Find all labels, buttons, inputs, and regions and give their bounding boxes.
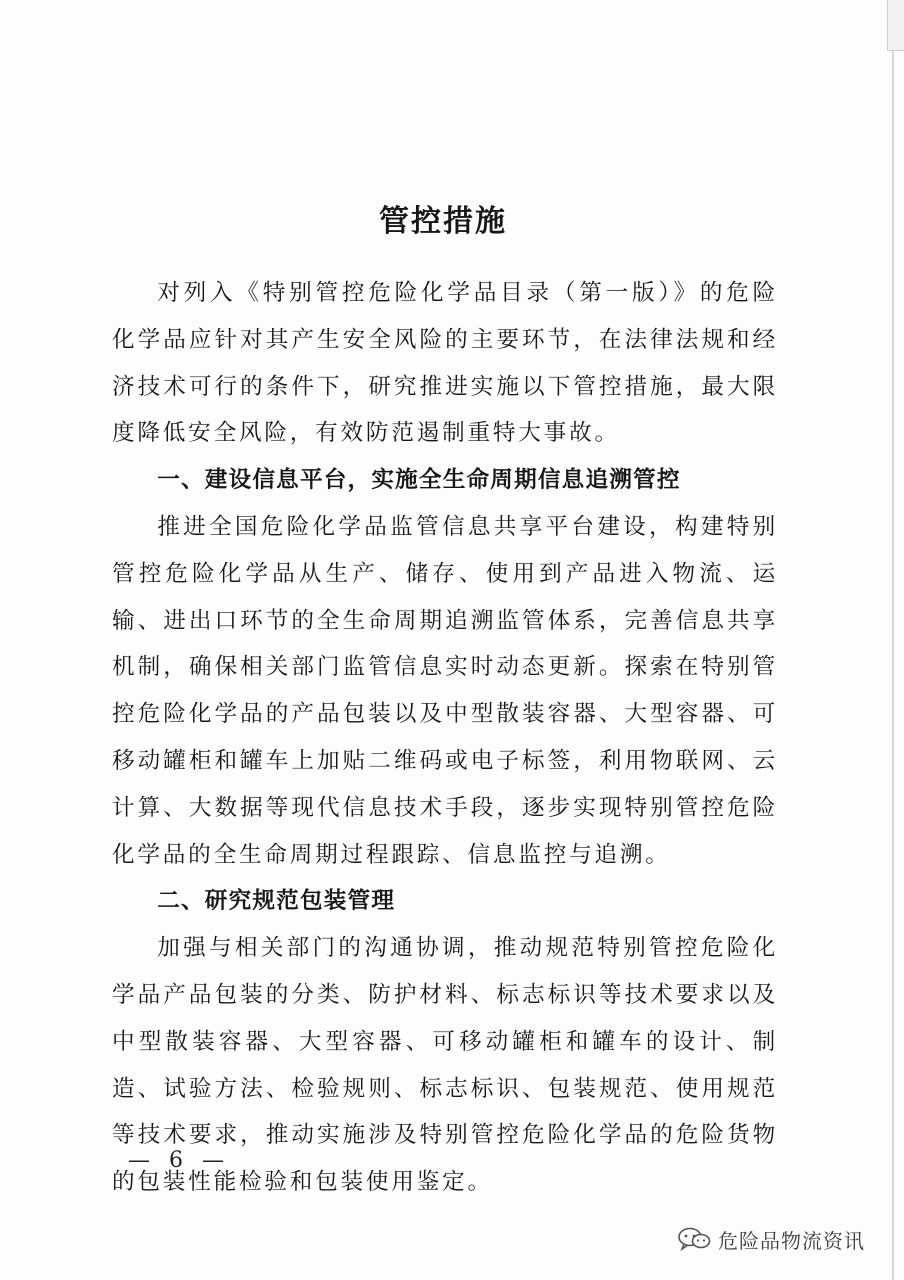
wechat-icon: [676, 1226, 712, 1252]
watermark-text: 危险品物流资讯: [718, 1228, 865, 1253]
page-edge: [892, 0, 894, 1280]
scan-corner-mark: [887, 0, 904, 51]
intro-paragraph: 对列入《特别管控危险化学品目录（第一版）》的危险化学品应针对其产生安全风险的主要环节，在法律法规和经济技术可行的条件下，研究推进实施以下管控措施，最大限度降低安全风险，有效防范遏制重特大事故。: [112, 280, 778, 447]
section-1-paragraph: 推进全国危险化学品监管信息共享平台建设，构建特别管控危险化学品从生产、储存、使用到产品进入物流、运输、进出口环节的全生命周期追溯监管体系，完善信息共享机制，确保相关部门监管信息实时动态更新。探索在特别管控危险化学品的产品包装以及中型散装容器、大型容器、可移动罐柜和罐车上加贴二维码或电子标签，利用物联网、云计算、大数据等现代信息技术手段，逐步实现特别管控危险化学品的全生命周期过程跟踪、信息监控与追溯。: [112, 513, 778, 868]
section-heading-1: 一、建设信息平台，实施全生命周期信息追溯管控: [157, 467, 681, 494]
document-body: [112, 270, 778, 1206]
page-title: 管控措施: [379, 204, 507, 239]
section-heading-2: 二、研究规范包装管理: [157, 888, 396, 915]
page-number: — 6 —: [128, 1148, 230, 1173]
section-2-paragraph: 加强与相关部门的沟通协调，推动规范特别管控危险化学品产品包装的分类、防护材料、标志标识等技术要求以及中型散装容器、大型容器、可移动罐柜和罐车的设计、制造、试验方法、检验规则、标志标识、包装规范、使用规范等技术要求，推动实施涉及特别管控危险化学品的危险货物的包装性能检验和包装使用鉴定。: [112, 935, 778, 1196]
watermark: [676, 1224, 896, 1254]
